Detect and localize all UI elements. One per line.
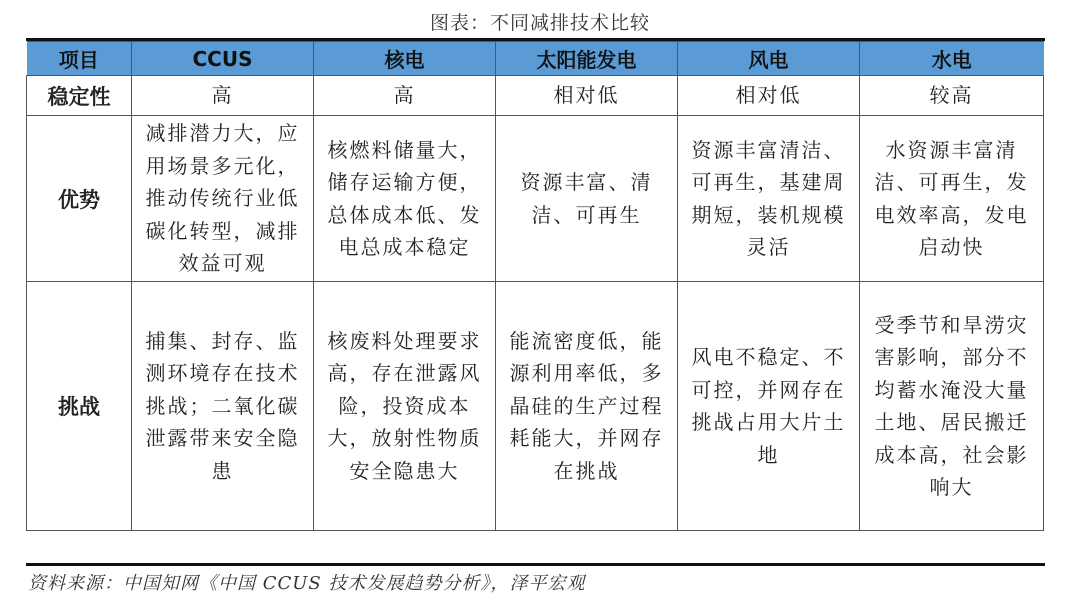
challenge-nuclear: 核废料处理要求高，存在泄露风险，投资成本大，放射性物质安全隐患大: [314, 282, 496, 531]
table-row: [27, 116, 1044, 282]
header-wind: 风电: [678, 42, 860, 76]
bottom-rule: [26, 563, 1045, 566]
stability-solar: 相对低: [496, 76, 678, 116]
advantage-solar: 资源丰富、清洁、可再生: [496, 116, 678, 282]
comparison-table: [26, 41, 1044, 531]
stability-ccus: 高: [132, 76, 314, 116]
advantage-ccus: 减排潜力大，应用场景多元化，推动传统行业低碳化转型，减排效益可观: [132, 116, 314, 282]
row-label-challenge: 挑战: [27, 282, 132, 531]
header-nuclear: 核电: [314, 42, 496, 76]
row-label-stability: 稳定性: [27, 76, 132, 116]
stability-nuclear: 高: [314, 76, 496, 116]
header-hydro: 水电: [860, 42, 1044, 76]
stability-hydro: 较高: [860, 76, 1044, 116]
challenge-solar: 能流密度低，能源利用率低，多晶硅的生产过程耗能大，并网存在挑战: [496, 282, 678, 531]
header-ccus: CCUS: [132, 42, 314, 76]
source-note: 资料来源：中国知网《中国 CCUS 技术发展趋势分析》，泽平宏观: [28, 573, 586, 594]
table-row: [27, 76, 1044, 116]
table-row: [27, 282, 1044, 531]
row-label-advantage: 优势: [27, 116, 132, 282]
challenge-ccus: 捕集、封存、监测环境存在技术挑战；二氧化碳泄露带来安全隐患: [132, 282, 314, 531]
challenge-hydro: 受季节和旱涝灾害影响，部分不均蓄水淹没大量土地、居民搬迁成本高，社会影响大: [860, 282, 1044, 531]
header-solar: 太阳能发电: [496, 42, 678, 76]
header-row: [27, 42, 1044, 76]
stability-wind: 相对低: [678, 76, 860, 116]
advantage-hydro: 水资源丰富清洁、可再生，发电效率高，发电启动快: [860, 116, 1044, 282]
header-item: 项目: [27, 42, 132, 76]
advantage-wind: 资源丰富清洁、可再生，基建周期短，装机规模灵活: [678, 116, 860, 282]
figure-caption: 图表：不同减排技术比较: [429, 12, 650, 34]
advantage-nuclear: 核燃料储量大，储存运输方便，总体成本低、发电总成本稳定: [314, 116, 496, 282]
challenge-wind: 风电不稳定、不可控，并网存在挑战占用大片土地: [678, 282, 860, 531]
